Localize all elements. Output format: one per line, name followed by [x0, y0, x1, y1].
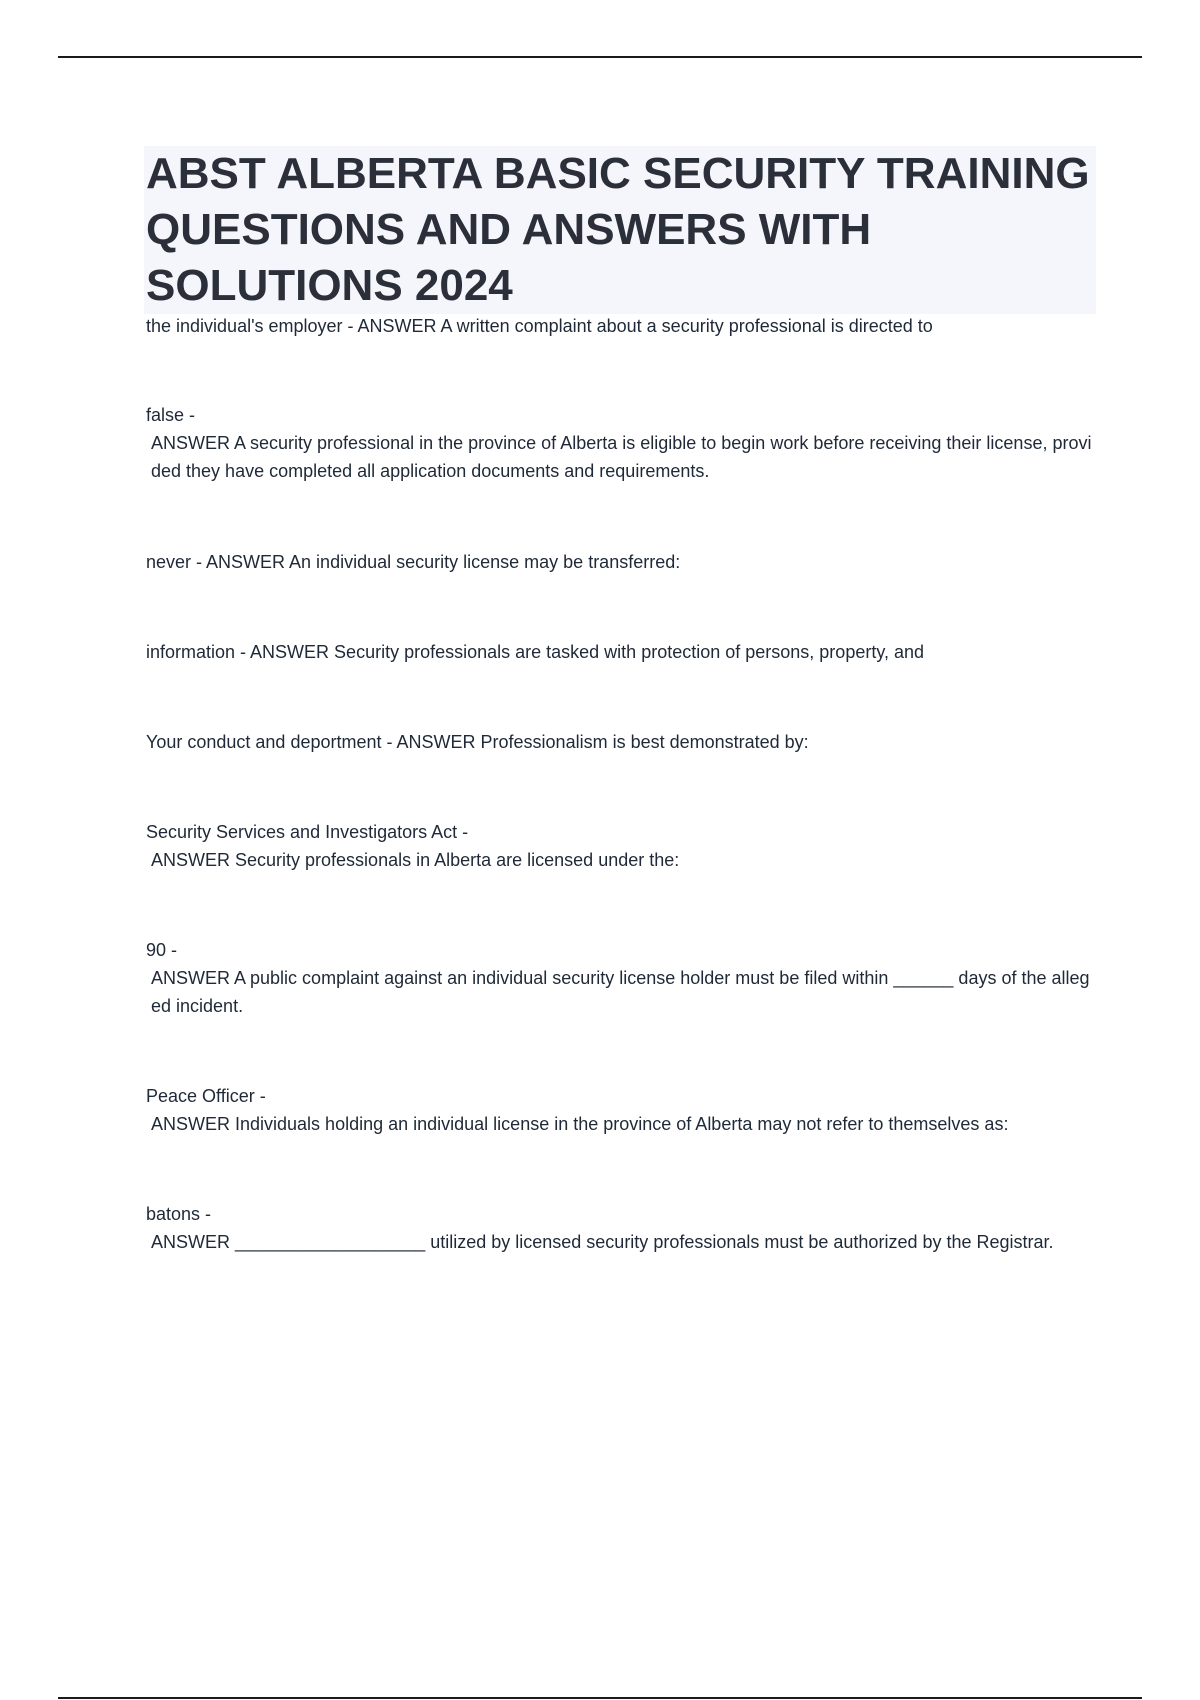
qa-item [146, 1082, 1096, 1138]
qa-item [146, 818, 1096, 874]
qa-term: never - [146, 552, 207, 572]
qa-answer: ANSWER Professionalism is best demonstrated by: [396, 732, 809, 752]
qa-answer: ANSWER ___________________ utilized by licensed security professionals must be authorized by the Registrar. [151, 1232, 1054, 1252]
bottom-rule [58, 1697, 1142, 1699]
qa-term: batons - [146, 1204, 212, 1224]
qa-term: Peace Officer - [146, 1086, 266, 1106]
qa-item [146, 936, 1096, 1020]
document-title: ABST ALBERTA BASIC SECURITY TRAINING QUESTIONS AND ANSWERS WITH SOLUTIONS 2024 [146, 149, 1090, 310]
qa-term: Security Services and Investigators Act - [146, 822, 469, 842]
qa-term: the individual's employer - [146, 316, 358, 336]
qa-item [146, 548, 1096, 576]
qa-item [146, 1200, 1096, 1256]
qa-answer: ANSWER Individuals holding an individual license in the province of Alberta may not refer to themselves as: [151, 1114, 1009, 1134]
qa-answer: ANSWER A public complaint against an individual security license holder must be filed within ______ days of the alleged incident. [151, 968, 1090, 1016]
qa-answer: ANSWER An individual security license may be transferred: [206, 552, 681, 572]
qa-term: 90 - [146, 940, 178, 960]
top-rule [58, 56, 1142, 58]
qa-list [146, 312, 1096, 1256]
qa-answer: ANSWER A security professional in the province of Alberta is eligible to begin work before receiving their license, provided they have completed all application documents and requirements. [151, 433, 1092, 481]
qa-term: information - [146, 642, 251, 662]
qa-item [146, 401, 1096, 485]
qa-answer: ANSWER A written complaint about a security professional is directed to [357, 316, 933, 336]
qa-term: false - [146, 405, 196, 425]
qa-item [146, 728, 1096, 756]
qa-item [146, 638, 1096, 666]
qa-term: Your conduct and deportment - [146, 732, 397, 752]
qa-answer: ANSWER Security professionals in Alberta are licensed under the: [151, 850, 680, 870]
qa-answer: ANSWER Security professionals are tasked with protection of persons, property, and [250, 642, 925, 662]
qa-item [146, 312, 1096, 340]
title-block [144, 146, 1096, 314]
